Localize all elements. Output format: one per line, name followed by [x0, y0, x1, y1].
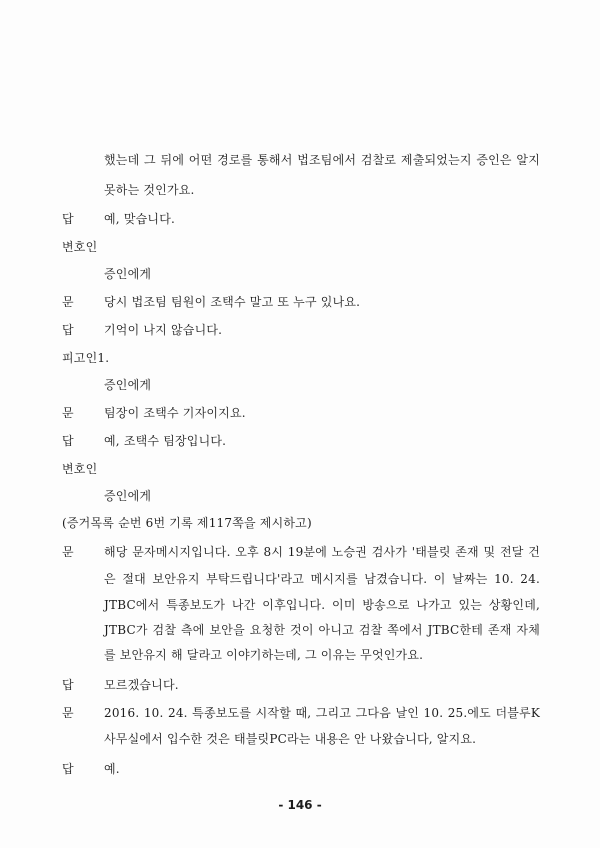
answer-text: 기억이 나지 않습니다.: [104, 323, 223, 337]
addressee-line: 증인에게: [104, 378, 152, 392]
answer-label: 답: [62, 678, 74, 692]
speaker-heading: 변호인: [62, 462, 98, 476]
question-line-1: 해당 문자메시지입니다. 오후 8시 19분에 노승권 검사가 '태블릿 존재 및 전달 건: [104, 545, 540, 559]
speaker-heading: 피고인1.: [62, 351, 110, 365]
continuation-line-2: 못하는 것인가요.: [104, 183, 195, 197]
question-line-4: JTBC가 검찰 측에 보안을 요청한 것이 아니고 검찰 쪽에서 JTBC한테 존재 자체: [104, 623, 540, 637]
question-label: 문: [62, 406, 74, 420]
answer-text: 예.: [104, 762, 120, 776]
question-line-5: 를 보안유지 해 달라고 이야기하는데, 그 이유는 무엇인가요.: [104, 648, 424, 662]
question-text: 당시 법조팀 팀원이 조택수 말고 또 누구 있나요.: [104, 295, 361, 309]
answer-label: 답: [62, 323, 74, 337]
answer-text: 예, 조택수 팀장입니다.: [104, 434, 227, 448]
addressee-line: 증인에게: [104, 267, 152, 281]
answer-text: 예, 맞습니다.: [104, 212, 176, 226]
question-label: 문: [62, 706, 74, 720]
answer-label: 답: [62, 762, 74, 776]
answer-label: 답: [62, 212, 74, 226]
question-line-3: JTBC에서 특종보도가 나간 이후입니다. 이미 방송으로 나가고 있는 상황인데,: [104, 598, 540, 612]
speaker-heading: 변호인: [62, 240, 98, 254]
continuation-line-1: 했는데 그 뒤에 어떤 경로를 통해서 법조팀에서 검찰로 제출되었는지 증인은 알지: [104, 153, 540, 167]
question-line-2: 사무실에서 입수한 것은 태블릿PC라는 내용은 안 나왔습니다, 알지요.: [104, 732, 477, 746]
addressee-line: 증인에게: [104, 489, 152, 503]
question-text: 팀장이 조택수 기자이지요.: [104, 406, 246, 420]
question-label: 문: [62, 295, 74, 309]
page-number: - 146 -: [278, 798, 322, 812]
question-line-1: 2016. 10. 24. 특종보도를 시작할 때, 그리고 그다음 날인 10. 25.에도 더블루K: [104, 706, 540, 720]
question-line-2: 은 절대 보안유지 부탁드립니다'라고 메시지를 남겼습니다. 이 날짜는 10. 24.: [104, 572, 540, 586]
question-label: 문: [62, 545, 74, 559]
answer-text: 모르겠습니다.: [104, 678, 179, 692]
evidence-note: (증거목록 순번 6번 기록 제117쪽을 제시하고): [62, 516, 312, 530]
answer-label: 답: [62, 434, 74, 448]
